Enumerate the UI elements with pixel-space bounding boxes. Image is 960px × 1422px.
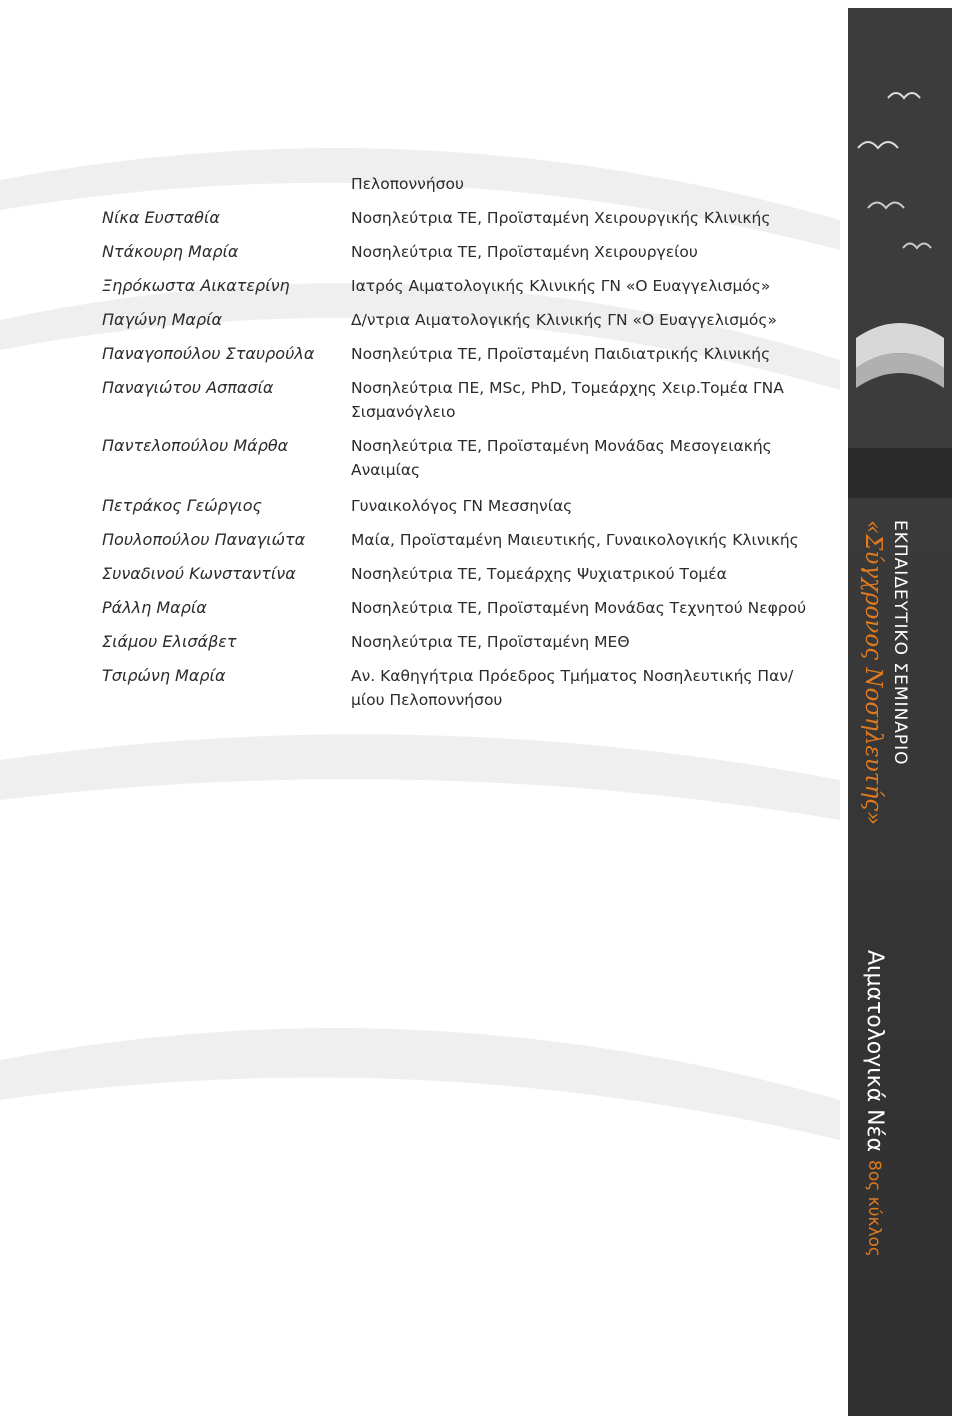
member-role: Νοσηλεύτρια ΤΕ, Προϊσταμένη Χειρουργικής Κλινικής — [351, 209, 771, 227]
member-role: Νοσηλεύτρια ΤΕ, Προϊσταμένη Χειρουργείου — [351, 243, 698, 261]
member-role: Νοσηλεύτρια ΤΕ, Προϊσταμένη ΜΕΘ — [351, 633, 630, 651]
member-name: Πετράκος Γεώργιος — [102, 496, 262, 515]
member-name: Σιάμου Ελισάβετ — [102, 632, 237, 651]
edition-label: 8ος κύκλος — [864, 1160, 884, 1257]
member-name: Παναγιώτου Ασπασία — [102, 378, 274, 397]
member-name: Παντελοπούλου Μάρθα — [102, 436, 289, 455]
member-role: Μαία, Προϊσταμένη Μαιευτικής, Γυναικολογικής Κλινικής — [351, 531, 799, 549]
member-name: Ράλλη Μαρία — [102, 598, 207, 617]
member-name: Πουλοπούλου Παναγιώτα — [102, 530, 306, 549]
role-continuation: Πελοποννήσου — [351, 175, 464, 193]
member-role: Νοσηλεύτρια ΤΕ, Προϊσταμένη Μονάδας Μεσογειακής Αναιμίας — [351, 437, 772, 479]
member-name: Ξηρόκωστα Αικατερίνη — [102, 276, 290, 295]
member-role: Νοσηλεύτρια ΤΕ, Προϊσταμένη Μονάδας Τεχνητού Νεφρού — [351, 599, 807, 617]
member-name: Νίκα Ευσταθία — [102, 208, 220, 227]
book-birds-illustration — [848, 8, 952, 498]
journal-title: Αιματολογικά Νέα — [862, 950, 887, 1152]
member-name: Ντάκουρη Μαρία — [102, 242, 239, 261]
member-role: Νοσηλεύτρια ΠΕ, MSc, PhD, Τομεάρχης Χειρ.Τομέα ΓΝΑ Σισμανόγλειο — [351, 379, 784, 421]
member-name: Παγώνη Μαρία — [102, 310, 223, 329]
series-title: «Σύγχρονος Νοσηλευτής» — [860, 520, 886, 826]
member-role: Αν. Καθηγήτρια Πρόεδρος Τμήματος Νοσηλευτικής Παν/μίου Πελοποννήσου — [351, 667, 794, 709]
seminar-label: ΕΚΠΑΙΔΕΥΤΙΚΟ ΣΕΜΙΝΑΡΙΟ — [890, 520, 910, 766]
member-name: Τσιρώνη Μαρία — [102, 666, 226, 685]
member-role: Νοσηλεύτρια ΤΕ, Προϊσταμένη Παιδιατρικής Κλινικής — [351, 345, 771, 363]
member-role: Δ/ντρια Αιματολογικής Κλινικής ΓΝ «Ο Ευαγγελισμός» — [351, 311, 777, 329]
member-name: Συναδινού Κωνσταντίνα — [102, 564, 296, 583]
member-role: Γυναικολόγος ΓΝ Μεσσηνίας — [351, 497, 573, 515]
member-name: Παναγοπούλου Σταυρούλα — [102, 344, 315, 363]
member-role: Ιατρός Αιματολογικής Κλινικής ΓΝ «Ο Ευαγγελισμός» — [351, 277, 771, 295]
member-role: Νοσηλεύτρια ΤΕ, Τομεάρχης Ψυχιατρικού Τομέα — [351, 565, 727, 583]
